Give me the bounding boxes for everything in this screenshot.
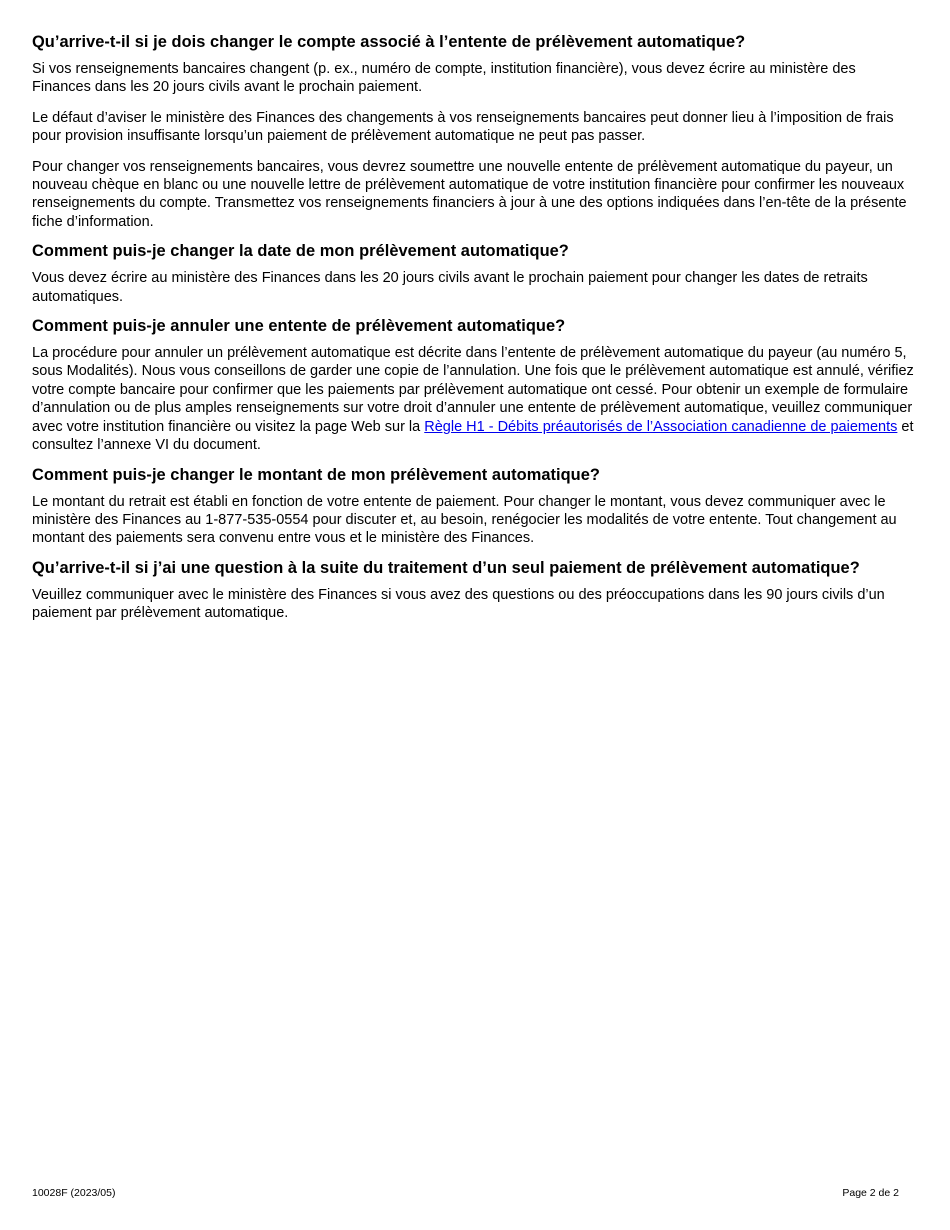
section-cancel-agreement <box>32 316 916 454</box>
section-change-account <box>32 32 916 231</box>
section-paragraph: Si vos renseignements bancaires changent (p. ex., numéro de compte, institution financière), vous devez écrire au ministère des Finances dans les 20 jours civils avant le prochain paiement. <box>32 61 856 96</box>
document-body <box>32 32 916 633</box>
section-paragraph: Vous devez écrire au ministère des Finances dans les 20 jours civils avant le prochain paiement pour changer les dates de retraits automatiques. <box>32 270 868 305</box>
paragraph-text-before-link: La procédure pour annuler un prélèvement automatique est décrite dans l’entente de prélèvement automatique du payeur (au numéro 5, sous Modalités). Nous vous conseillons de garder une copie de l’annulation. Une fois que le prélèvement automatique est annulé, vérifiez votre compte bancaire pour confirmer que les paiements par prélèvement automatique ont cessé. Pour obtenir un exemple de formulaire d’annulation ou de plus amples renseignements sur votre droit d’annuler une entente de prélèvement automatique, veuillez communiquer avec votre institution financière ou visitez la page Web sur la <box>32 345 914 435</box>
page-number: Page 2 de 2 <box>842 1187 899 1199</box>
section-paragraph: Veuillez communiquer avec le ministère des Finances si vous avez des questions ou des préoccupations dans les 90 jours civils d’un paiement par prélèvement automatique. <box>32 586 885 622</box>
section-paragraph <box>32 344 916 454</box>
section-change-amount <box>32 465 916 548</box>
section-single-payment-question <box>32 558 916 623</box>
section-heading: Comment puis-je annuler une entente de prélèvement automatique? <box>32 317 566 336</box>
section-paragraph: Le défaut d’aviser le ministère des Finances des changements à vos renseignements bancaires peut donner lieu à l’imposition de frais pour provision insuffisante lorsqu’un paiement de prélèvement automatique ne peut pas passer. <box>32 109 894 145</box>
section-change-date <box>32 241 916 306</box>
section-paragraph: Pour changer vos renseignements bancaires, vous devrez soumettre une nouvelle entente de prélèvement automatique du payeur, un nouveau chèque en blanc ou une nouvelle lettre de prélèvement automatique de votre institution financière pour confirmer les nouveaux renseignements du compte. Transmettez vos renseignements financiers à jour à une des options indiquées dans l’en-tête de la présente fiche d’information. <box>32 158 907 230</box>
rule-h1-link[interactable]: Règle H1 - Débits préautorisés de l’Association canadienne de paiements <box>424 418 898 435</box>
section-heading: Qu’arrive-t-il si je dois changer le compte associé à l’entente de prélèvement automatique? <box>32 33 746 51</box>
section-heading: Comment puis-je changer le montant de mon prélèvement automatique? <box>32 465 600 484</box>
paragraph-text-after-link: et consultez l’annexe VI du document. <box>32 418 914 454</box>
section-heading: Comment puis-je changer la date de mon prélèvement automatique? <box>32 242 569 261</box>
section-paragraph: Le montant du retrait est établi en fonction de votre entente de paiement. Pour changer le montant, vous devez communiquer avec le ministère des Finances au 1-877-535-0554 pour discuter et, au besoin, renégocier les modalités de votre entente. Tout changement au montant des paiements sera convenu entre vous et le ministère des Finances. <box>32 493 897 547</box>
form-number: 10028F (2023/05) <box>32 1187 116 1199</box>
section-heading: Qu’arrive-t-il si j’ai une question à la suite du traitement d’un seul paiement de prélèvement automatique? <box>32 558 860 577</box>
